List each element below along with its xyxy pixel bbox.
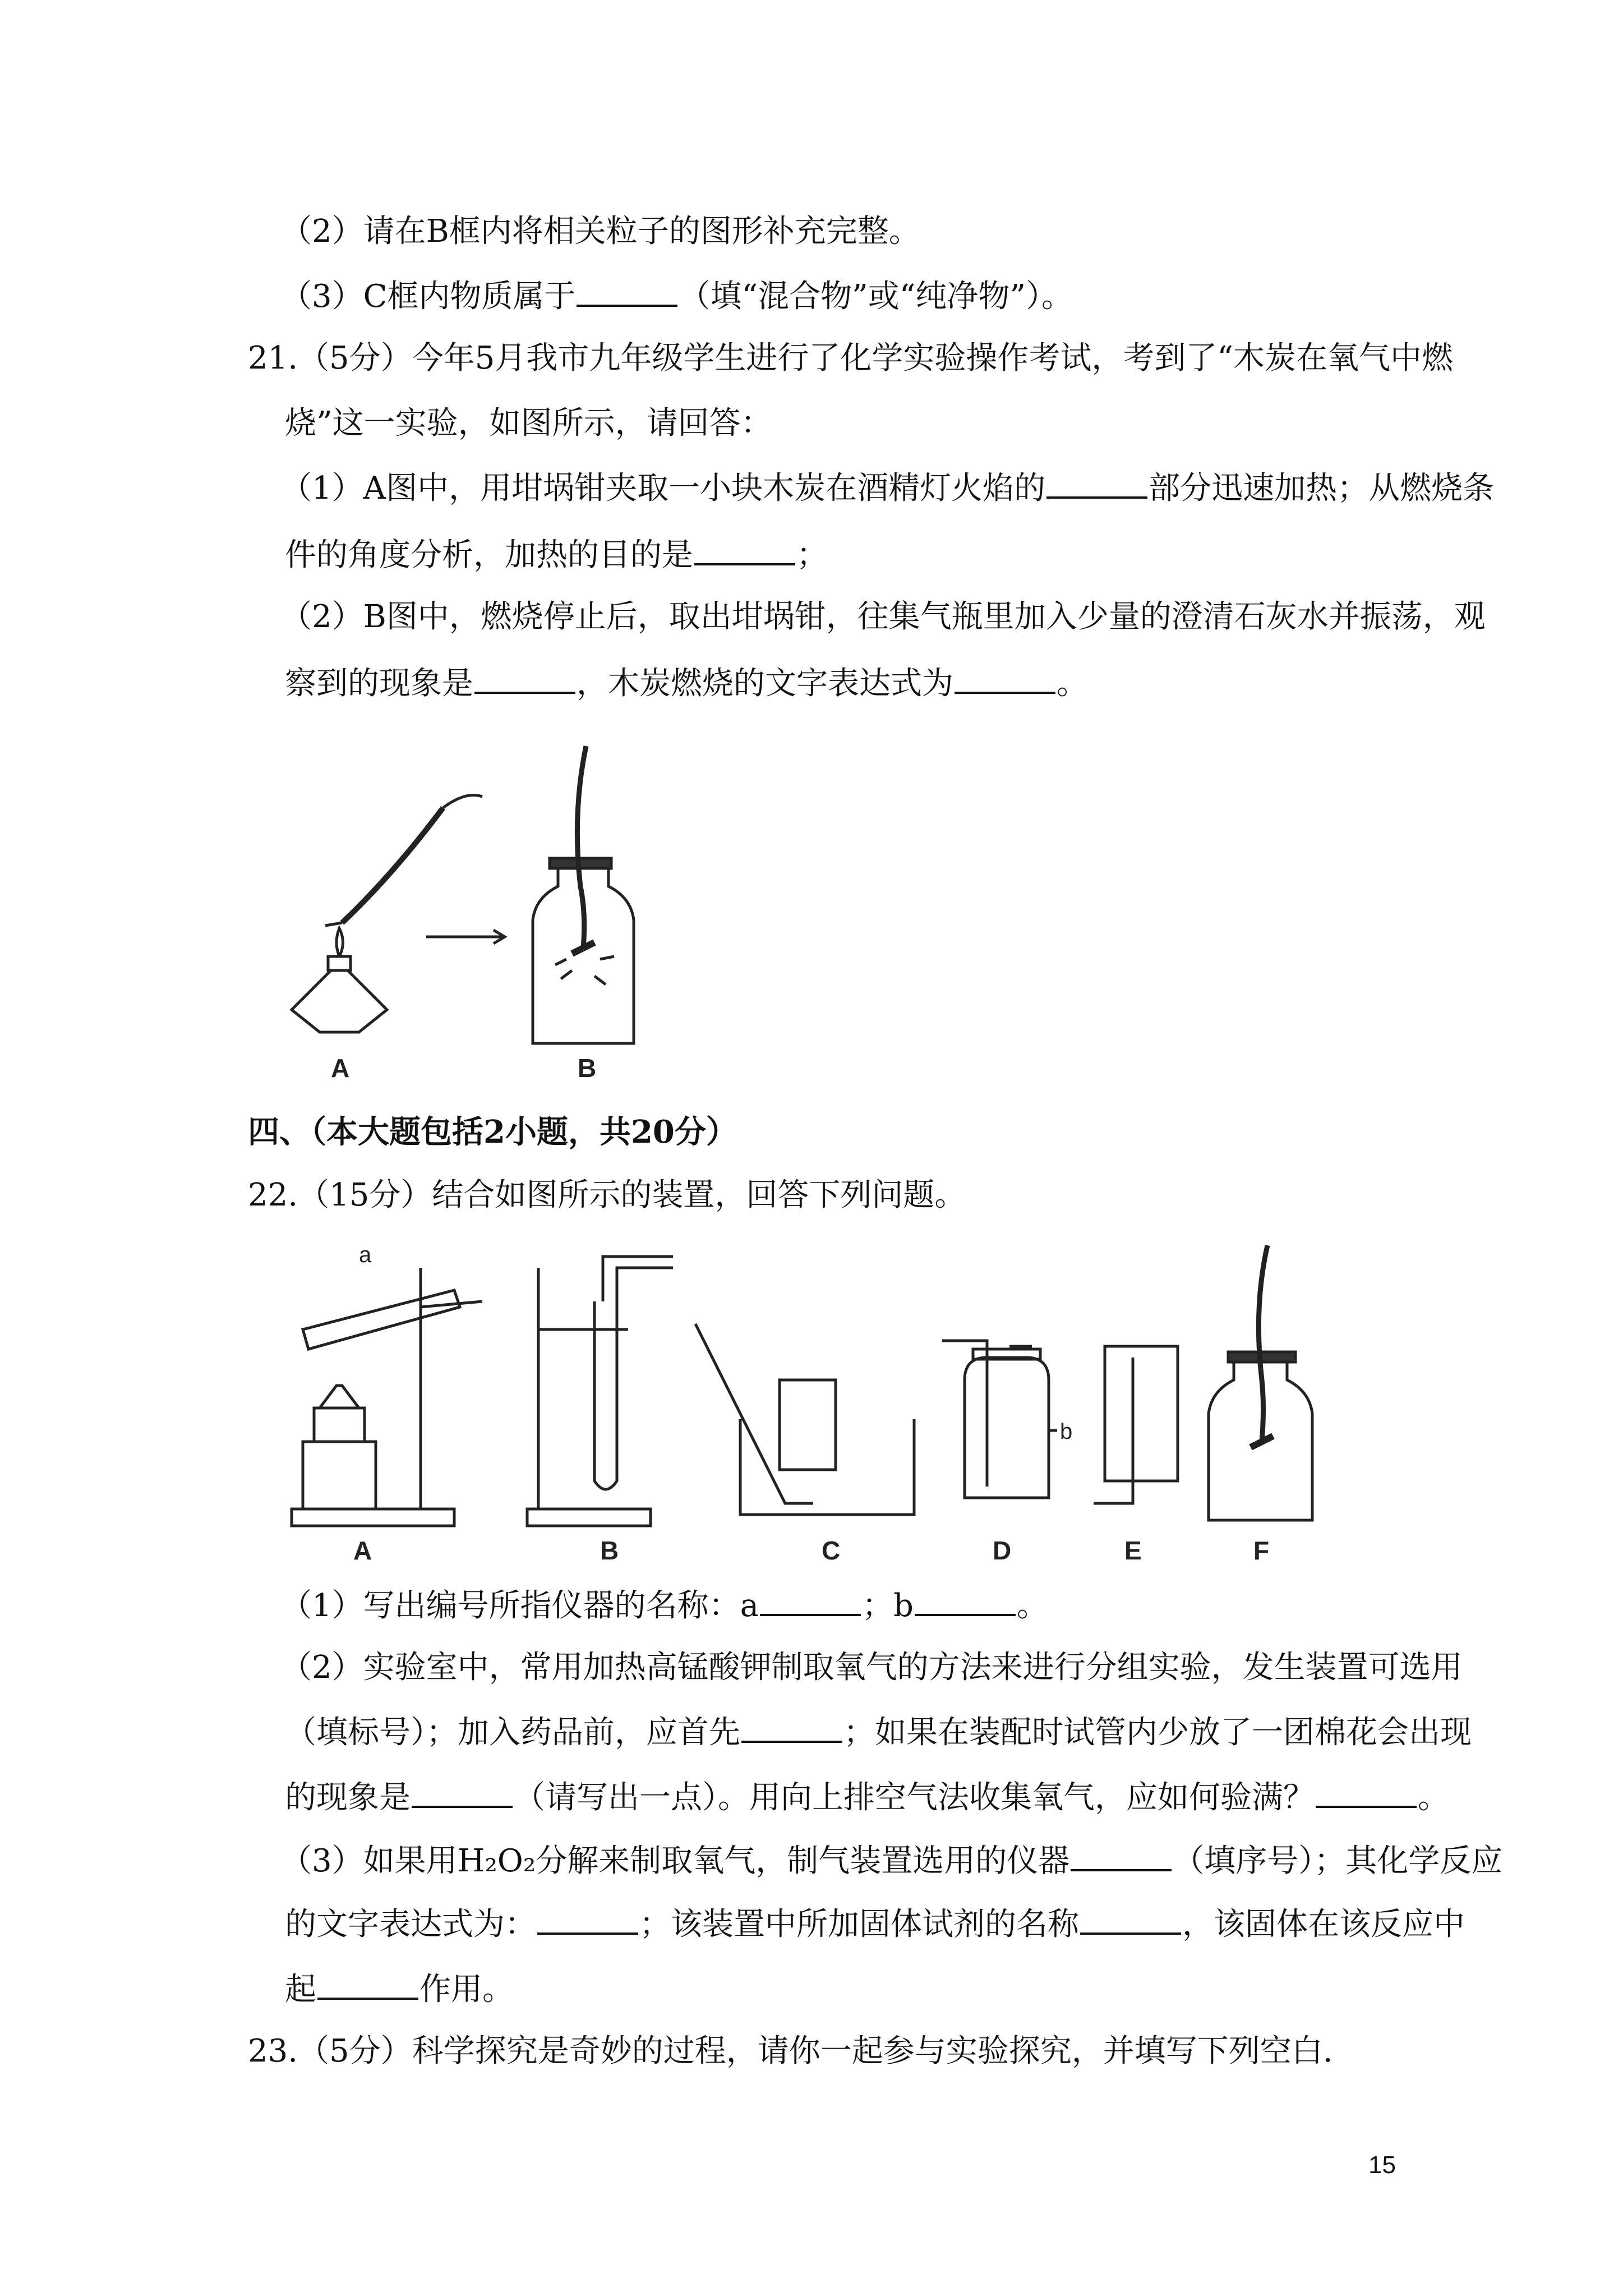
text-line bbox=[285, 534, 828, 575]
answer-blank[interactable] bbox=[474, 662, 575, 694]
apparatus-e bbox=[1094, 1346, 1178, 1503]
text-line bbox=[248, 1176, 966, 1215]
apparatus-d bbox=[942, 1341, 1057, 1498]
figure2-label-b: B bbox=[600, 1536, 619, 1565]
text-segment: 的现象是 bbox=[285, 1779, 411, 1816]
apparatus-b bbox=[527, 1257, 673, 1526]
answer-blank[interactable] bbox=[694, 534, 795, 565]
apparatus-c bbox=[695, 1324, 914, 1515]
text-segment: 21.（5分）今年5月我市九年级学生进行了化学实验操作考试，考到了“木炭在氧气中燃 bbox=[248, 340, 1453, 376]
text-line bbox=[285, 1777, 1449, 1818]
text-segment: （1）写出编号所指仪器的名称：a bbox=[280, 1588, 759, 1624]
text-segment: （2）B图中，燃烧停止后，取出坩埚钳，往集气瓶里加入少量的澄清石灰水并振荡，观 bbox=[280, 599, 1486, 635]
text-line bbox=[285, 662, 1088, 703]
text-segment: （3）C框内物质属于 bbox=[280, 278, 576, 315]
text-line bbox=[280, 1585, 1048, 1626]
text-segment: （2）请在B框内将相关粒子的图形补充完整。 bbox=[280, 213, 920, 250]
text-segment: （填序号）；其化学反应 bbox=[1173, 1843, 1503, 1879]
text-segment: （1）A图中，用坩埚钳夹取一小块木炭在酒精灯火焰的 bbox=[280, 470, 1046, 507]
text-segment: （填标号）；加入药品前，应首先 bbox=[285, 1714, 740, 1751]
answer-blank[interactable] bbox=[412, 1777, 513, 1808]
text-line bbox=[280, 597, 1486, 637]
text-segment: （2）实验室中，常用加热高锰酸钾制取氧气的方法来进行分组实验，发生装置可选用 bbox=[280, 1649, 1463, 1686]
figure2-label-c: C bbox=[822, 1536, 841, 1565]
text-segment: ，木炭燃烧的文字表达式为 bbox=[577, 665, 953, 702]
text-segment: 。 bbox=[1016, 1588, 1048, 1624]
text-line bbox=[280, 1648, 1463, 1687]
text-segment: 作用。 bbox=[419, 1971, 514, 2008]
answer-blank[interactable] bbox=[955, 662, 1055, 694]
text-line bbox=[285, 1711, 1472, 1752]
text-segment: 。 bbox=[1418, 1779, 1449, 1816]
text-segment: （填“混合物”或“纯净物”）。 bbox=[679, 278, 1073, 315]
text-segment: ；如果在装配时试管内少放了一团棉花会出现 bbox=[843, 1714, 1472, 1751]
figure-apparatus bbox=[280, 1223, 1357, 1571]
text-segment: ；b bbox=[862, 1588, 914, 1624]
section-heading bbox=[248, 1112, 737, 1152]
text-line bbox=[285, 404, 772, 443]
figure-charcoal-experiment bbox=[280, 729, 673, 1088]
text-segment: 四、（本大题包括2小题，共20分） bbox=[248, 1114, 737, 1151]
text-segment: 部分迅速加热；从燃烧条 bbox=[1149, 470, 1495, 507]
answer-blank[interactable] bbox=[915, 1585, 1016, 1616]
text-line bbox=[248, 2032, 1333, 2071]
answer-blank[interactable] bbox=[577, 275, 677, 307]
text-line bbox=[280, 1840, 1502, 1881]
text-line bbox=[285, 1903, 1465, 1944]
figure1-label-a: A bbox=[331, 1053, 350, 1083]
text-segment: ；该装置中所加固体试剂的名称 bbox=[639, 1906, 1079, 1943]
text-line bbox=[280, 467, 1494, 508]
text-segment: ，该固体在该反应中 bbox=[1182, 1906, 1465, 1943]
text-segment: 。 bbox=[1057, 665, 1088, 702]
text-segment: 22.（15分）结合如图所示的装置，回答下列问题。 bbox=[248, 1177, 966, 1213]
answer-blank[interactable] bbox=[537, 1903, 638, 1935]
text-line bbox=[280, 275, 1073, 316]
answer-blank[interactable] bbox=[741, 1711, 842, 1743]
answer-blank[interactable] bbox=[1071, 1840, 1172, 1871]
figure2-label-a: A bbox=[353, 1536, 372, 1565]
text-segment: （请写出一点）。用向上排空气法收集氧气，应如何验满？ bbox=[514, 1779, 1315, 1816]
answer-blank[interactable] bbox=[317, 1968, 418, 2000]
text-segment: 察到的现象是 bbox=[285, 665, 473, 702]
text-segment: （3）如果用H₂O₂分解来制取氧气，制气装置选用的仪器 bbox=[280, 1843, 1070, 1879]
text-segment: 起 bbox=[285, 1971, 316, 2008]
apparatus-a bbox=[292, 1268, 482, 1526]
apparatus-f bbox=[1209, 1245, 1312, 1520]
pointer-label-a: a bbox=[359, 1243, 372, 1267]
figure2-label-e: E bbox=[1124, 1536, 1142, 1565]
text-segment: 23.（5分）科学探究是奇妙的过程，请你一起参与实验探究，并填写下列空白. bbox=[248, 2033, 1333, 2069]
text-segment: ； bbox=[796, 537, 828, 573]
answer-blank[interactable] bbox=[760, 1585, 861, 1616]
text-line bbox=[248, 339, 1453, 378]
gas-bottle-illustration bbox=[533, 746, 634, 1043]
answer-blank[interactable] bbox=[1046, 467, 1147, 499]
alcohol-lamp-illustration bbox=[292, 795, 482, 1033]
answer-blank[interactable] bbox=[1316, 1777, 1417, 1808]
answer-blank[interactable] bbox=[1080, 1903, 1181, 1935]
figure2-label-d: D bbox=[993, 1536, 1012, 1565]
text-segment: 件的角度分析，加热的目的是 bbox=[285, 537, 693, 573]
figure1-label-b: B bbox=[578, 1053, 597, 1083]
pointer-label-b: b bbox=[1060, 1419, 1073, 1444]
text-segment: 的文字表达式为： bbox=[285, 1906, 536, 1943]
text-line bbox=[280, 212, 920, 251]
arrow-icon bbox=[426, 930, 505, 944]
text-segment: 烧”这一实验，如图所示，请回答： bbox=[285, 405, 772, 441]
figure2-label-f: F bbox=[1253, 1536, 1270, 1565]
page-number: 15 bbox=[1368, 2151, 1396, 2179]
text-line bbox=[285, 1968, 514, 2009]
